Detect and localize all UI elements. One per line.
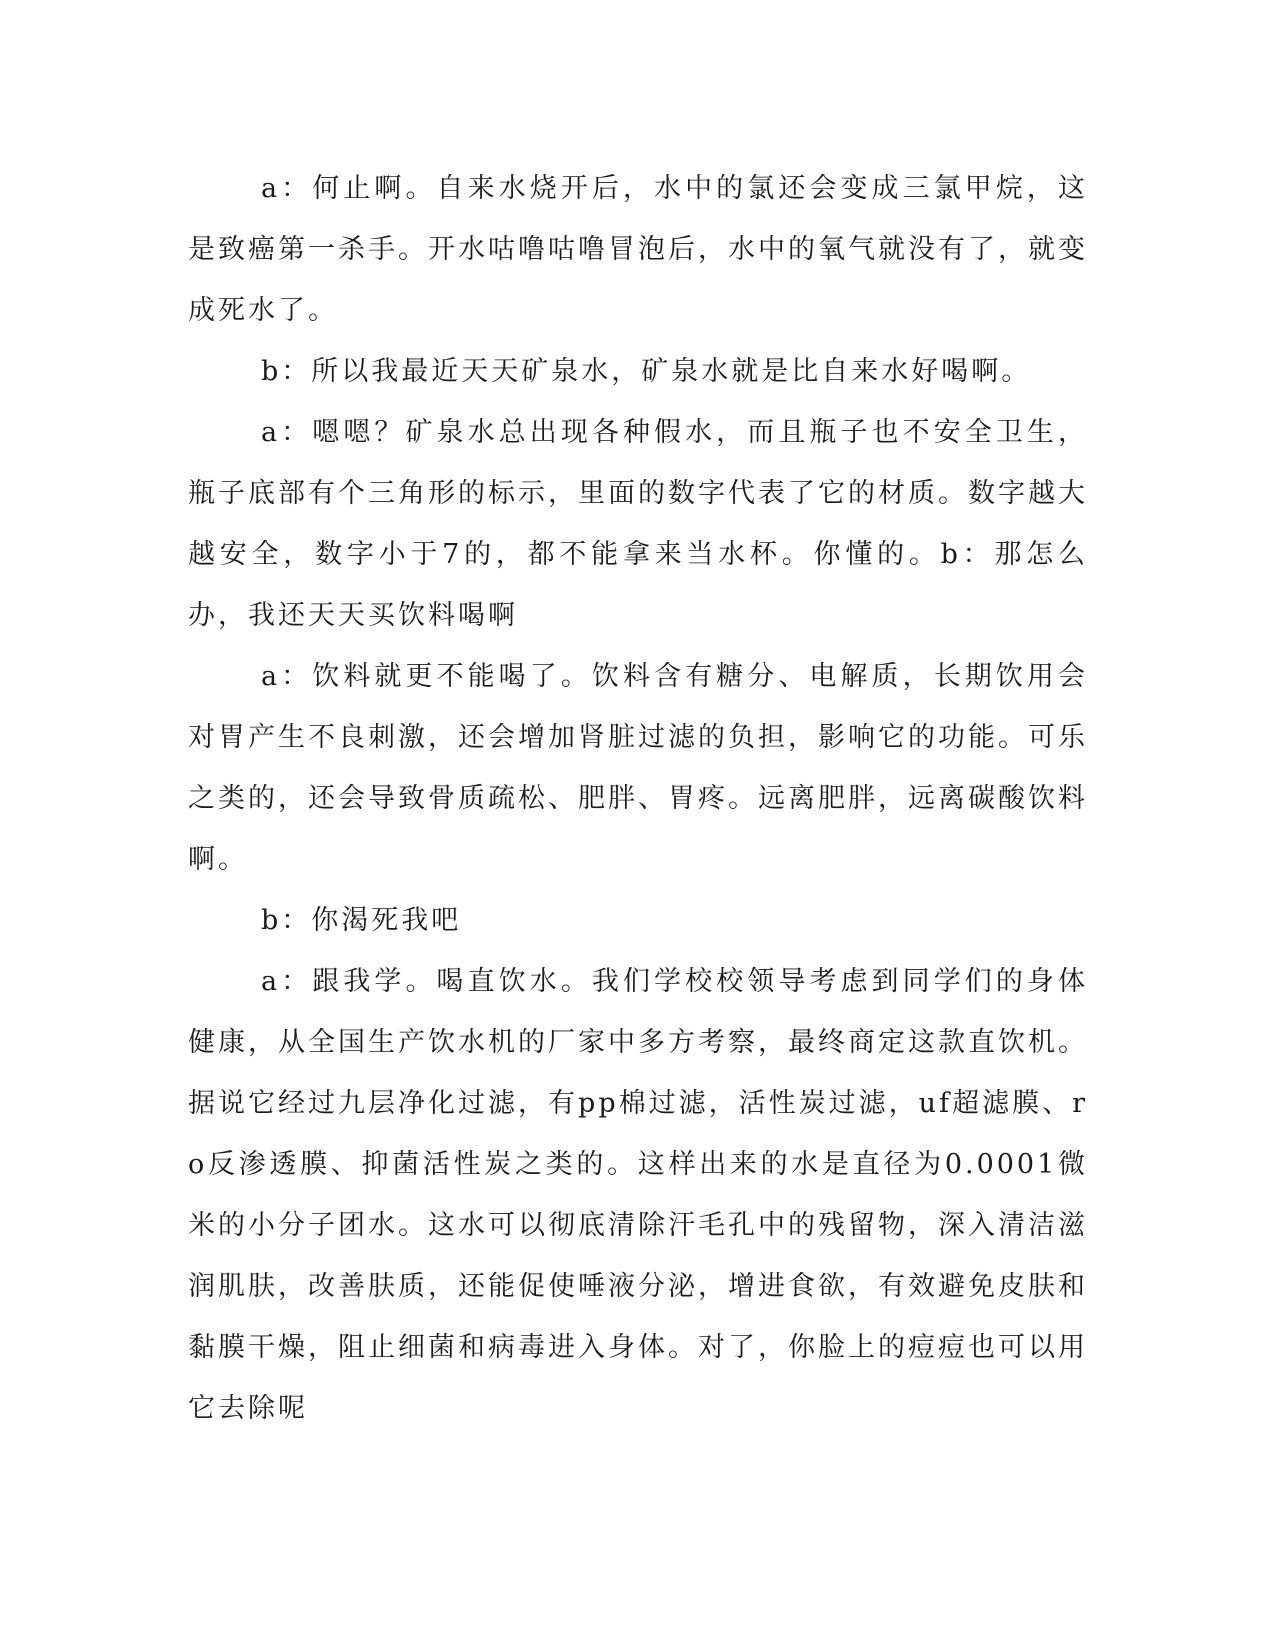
paragraph: a：跟我学。喝直饮水。我们学校校领导考虑到同学们的身体健康，从全国生产饮水机的厂家中多方考察，最终商定这款直饮机。据说它经过九层净化过滤，有pp棉过滤，活性炭过滤，uf超滤膜、ro反渗透膜、抑菌活性炭之类的。这样出来的水是直径为0.0001微米的小分子团水。这水可以彻底清除汗毛孔中的残留物，深入清洁滋润肌肤，改善肤质，还能促使唾液分泌，增进食欲，有效避免皮肤和黏膜干燥，阻止细菌和病毒进入身体。对了，你脸上的痘痘也可以用它去除呢 [188, 966, 1088, 1424]
document-body [188, 158, 1088, 1439]
paragraph: a：饮料就更不能喝了。饮料含有糖分、电解质，长期饮用会对胃产生不良刺激，还会增加肾脏过滤的负担，影响它的功能。可乐之类的，还会导致骨质疏松、肥胖、胃疼。远离肥胖，远离碳酸饮料啊。 [188, 661, 1088, 875]
paragraph: a：嗯嗯？矿泉水总出现各种假水，而且瓶子也不安全卫生，瓶子底部有个三角形的标示，里面的数字代表了它的材质。数字越大越安全，数字小于7的，都不能拿来当水杯。你懂的。b：那怎么办，我还天天买饮料喝啊 [188, 417, 1088, 631]
paragraph: b：所以我最近天天矿泉水，矿泉水就是比自来水好喝啊。 [261, 356, 1032, 387]
paragraph: a：何止啊。自来水烧开后，水中的氯还会变成三氯甲烷，这是致癌第一杀手。开水咕噜咕噜冒泡后，水中的氧气就没有了，就变成死水了。 [188, 173, 1088, 326]
paragraph: b：你渴死我吧 [261, 905, 462, 936]
